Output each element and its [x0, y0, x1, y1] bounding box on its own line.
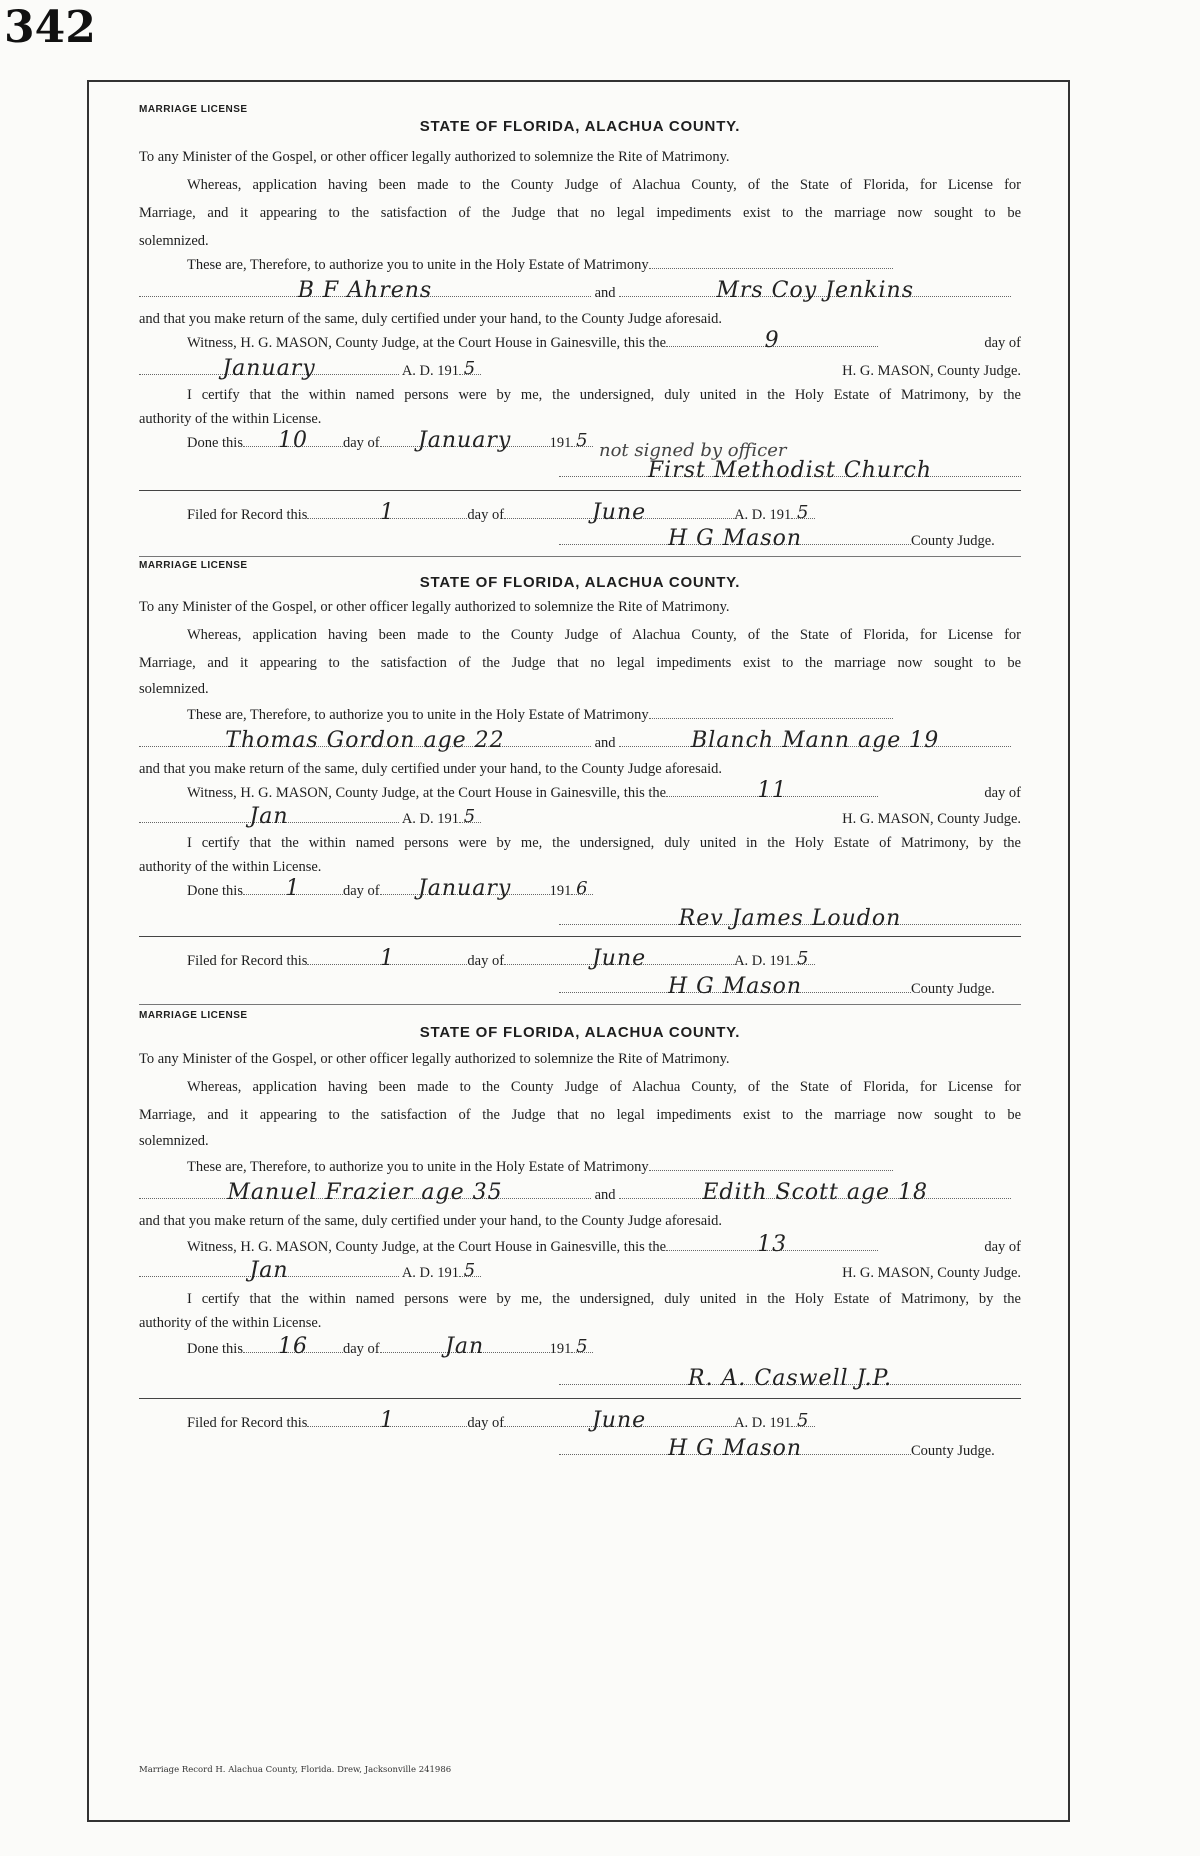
witness-line: [139, 1232, 1021, 1257]
done-day-of: day of: [342, 435, 380, 451]
return-line: and that you make return of the same, duly certified under your hand, to the County Judge aforesaid.: [139, 311, 723, 327]
witness-text: Witness, H. G. MASON, County Judge, at the Court House in Gainesville, this the: [187, 335, 667, 351]
filed-ad: A. D. 191: [734, 507, 792, 523]
date-line: [139, 356, 1021, 381]
groom-name: B F Ahrens: [297, 278, 433, 303]
done-line: [139, 428, 1021, 453]
officiant-line: [559, 906, 1021, 931]
separator: [139, 556, 1021, 557]
officiant-name: First Methodist Church: [647, 458, 933, 483]
done-day: 1: [285, 876, 301, 901]
day-of-label: day of: [984, 335, 1021, 351]
authorize-line: [139, 256, 1021, 274]
witness-day: 9: [764, 328, 780, 353]
judge-sign-line: [559, 1436, 1021, 1461]
done-191: 191: [549, 883, 572, 899]
whereas-line-2: Marriage, and it appearing to the satisfaction of the Judge that no legal impediments exist to the marriage now sought to be: [139, 655, 1021, 671]
whereas-line-3: solemnized.: [139, 1133, 209, 1149]
whereas-line-2: Marriage, and it appearing to the satisfaction of the Judge that no legal impediments exist to the marriage now sought to be: [139, 1107, 1021, 1123]
authorize-text: These are, Therefore, to authorize you to unite in the Holy Estate of Matrimony: [187, 1159, 649, 1175]
license-label: MARRIAGE LICENSE: [139, 1010, 248, 1021]
officiant-name: R. A. Caswell J.P.: [687, 1366, 893, 1391]
bride-name: Blanch Mann age 19: [691, 728, 940, 753]
witness-month: January: [222, 356, 316, 381]
certify-line-2: authority of the within License.: [139, 411, 322, 427]
filed-month: June: [591, 946, 647, 971]
filed-day: 1: [379, 1408, 395, 1433]
whereas-line-3: solemnized.: [139, 233, 209, 249]
license-title: STATE OF FLORIDA, ALACHUA COUNTY.: [419, 1024, 741, 1041]
done-191: 191: [549, 435, 572, 451]
certify-line-1: I certify that the within named persons were by me, the undersigned, duly united in the Holy Estate of Matrimony, by the: [187, 1291, 1021, 1307]
separator: [139, 936, 1021, 937]
and-label: and: [594, 735, 616, 751]
filed-ad: A. D. 191: [734, 953, 792, 969]
certify-line-1: I certify that the within named persons were by me, the undersigned, duly united in the Holy Estate of Matrimony, by the: [187, 835, 1021, 851]
address-line: To any Minister of the Gospel, or other officer legally authorized to solemnize the Rite of Matrimony.: [139, 149, 730, 165]
separator: [139, 1004, 1021, 1005]
filed-label: Filed for Record this: [187, 507, 308, 523]
filed-year: 5: [797, 948, 810, 969]
filed-month: June: [591, 1408, 647, 1433]
authorize-line: [139, 1158, 1021, 1176]
printer-footer: Marriage Record H. Alachua County, Florida. Drew, Jacksonville 241986: [139, 1765, 452, 1775]
address-line: To any Minister of the Gospel, or other officer legally authorized to solemnize the Rite of Matrimony.: [139, 1051, 730, 1067]
witness-text: Witness, H. G. MASON, County Judge, at the Court House in Gainesville, this the: [187, 785, 667, 801]
license-label: MARRIAGE LICENSE: [139, 104, 248, 115]
judge-label: H. G. MASON, County Judge.: [842, 1265, 1021, 1281]
done-year: 5: [576, 430, 589, 451]
filed-label: Filed for Record this: [187, 1415, 308, 1431]
witness-year: 5: [463, 806, 477, 827]
done-day-of: day of: [342, 883, 380, 899]
and-label: and: [594, 1187, 616, 1203]
return-line: and that you make return of the same, duly certified under your hand, to the County Judge aforesaid.: [139, 761, 723, 777]
officiant-note: not signed by officer: [599, 440, 787, 461]
filed-day-of: day of: [467, 1415, 505, 1431]
done-month: Jan: [445, 1334, 485, 1359]
witness-day: 11: [757, 778, 788, 803]
authorize-line: [139, 706, 1021, 724]
whereas-line-1: Whereas, application having been made to the County Judge of Alachua County, of the State of Florida, for License for: [187, 627, 1021, 643]
county-judge-label: County Judge.: [911, 981, 995, 997]
whereas-line-2: Marriage, and it appearing to the satisfaction of the Judge that no legal impediments exist to the marriage now sought to be: [139, 205, 1021, 221]
witness-text: Witness, H. G. MASON, County Judge, at the Court House in Gainesville, this the: [187, 1239, 667, 1255]
witness-month: Jan: [249, 1258, 289, 1283]
witness-day: 13: [757, 1232, 788, 1257]
filed-label: Filed for Record this: [187, 953, 308, 969]
filed-ad: A. D. 191: [734, 1415, 792, 1431]
certify-line-2: authority of the within License.: [139, 1315, 322, 1331]
filed-year: 5: [797, 502, 810, 523]
filed-line: [139, 500, 1021, 525]
license-label: MARRIAGE LICENSE: [139, 560, 248, 571]
ad-label: A. D. 191: [401, 811, 460, 827]
filed-year: 5: [797, 1410, 810, 1431]
done-year: 6: [576, 878, 589, 899]
certify-line-2: authority of the within License.: [139, 859, 322, 875]
judge-label: H. G. MASON, County Judge.: [842, 363, 1021, 379]
whereas-line-1: Whereas, application having been made to the County Judge of Alachua County, of the State of Florida, for License for: [187, 177, 1021, 193]
done-day: 16: [277, 1334, 308, 1359]
done-line: [139, 1334, 1021, 1359]
judge-signature: H G Mason: [667, 1436, 803, 1461]
judge-sign-line: [559, 974, 1021, 999]
officiant-line: [559, 458, 1021, 483]
judge-label: H. G. MASON, County Judge.: [842, 811, 1021, 827]
witness-year: 5: [463, 1260, 477, 1281]
date-line: [139, 804, 1021, 829]
separator: [139, 490, 1021, 491]
witness-year: 5: [463, 358, 477, 379]
bride-name: Edith Scott age 18: [702, 1180, 929, 1205]
filed-month: June: [591, 500, 647, 525]
filed-day: 1: [379, 946, 395, 971]
license-title: STATE OF FLORIDA, ALACHUA COUNTY.: [419, 574, 741, 591]
ad-label: A. D. 191: [401, 1265, 460, 1281]
done-month: January: [417, 428, 512, 453]
done-label: Done this: [187, 1341, 243, 1357]
done-day-of: day of: [342, 1341, 380, 1357]
groom-name: Manuel Frazier age 35: [227, 1180, 503, 1205]
done-line: [139, 876, 1021, 901]
groom-name: Thomas Gordon age 22: [225, 728, 505, 753]
filed-day: 1: [379, 500, 395, 525]
separator: [139, 1398, 1021, 1399]
whereas-line-3: solemnized.: [139, 681, 209, 697]
page-number: 342: [4, 2, 96, 53]
filed-day-of: day of: [467, 953, 505, 969]
bride-name: Mrs Coy Jenkins: [716, 278, 915, 303]
done-day: 10: [277, 428, 308, 453]
witness-month: Jan: [249, 804, 289, 829]
record-frame: [87, 80, 1070, 1822]
judge-signature: H G Mason: [667, 974, 803, 999]
county-judge-label: County Judge.: [911, 1443, 995, 1459]
ad-label: A. D. 191: [401, 363, 460, 379]
return-line: and that you make return of the same, duly certified under your hand, to the County Judge aforesaid.: [139, 1213, 723, 1229]
filed-day-of: day of: [467, 507, 505, 523]
address-line: To any Minister of the Gospel, or other officer legally authorized to solemnize the Rite of Matrimony.: [139, 599, 730, 615]
day-of-label: day of: [984, 1239, 1021, 1255]
day-of-label: day of: [984, 785, 1021, 801]
license-title: STATE OF FLORIDA, ALACHUA COUNTY.: [419, 118, 741, 135]
filed-line: [139, 946, 1021, 971]
names-line: [139, 728, 1021, 753]
done-year: 5: [576, 1336, 589, 1357]
and-label: and: [594, 285, 616, 301]
officiant-line: [559, 1366, 1021, 1391]
witness-line: [139, 778, 1021, 803]
judge-sign-line: [559, 526, 1021, 551]
authorize-text: These are, Therefore, to authorize you to unite in the Holy Estate of Matrimony: [187, 257, 649, 273]
county-judge-label: County Judge.: [911, 533, 995, 549]
done-191: 191: [549, 1341, 572, 1357]
done-month: January: [417, 876, 512, 901]
witness-line: [139, 328, 1021, 353]
done-label: Done this: [187, 435, 243, 451]
done-label: Done this: [187, 883, 243, 899]
authorize-text: These are, Therefore, to authorize you to unite in the Holy Estate of Matrimony: [187, 707, 649, 723]
judge-signature: H G Mason: [667, 526, 803, 551]
names-line: [139, 278, 1021, 303]
filed-line: [139, 1408, 1021, 1433]
date-line: [139, 1258, 1021, 1283]
officiant-name: Rev James Loudon: [678, 906, 902, 931]
names-line: [139, 1180, 1021, 1205]
certify-line-1: I certify that the within named persons were by me, the undersigned, duly united in the Holy Estate of Matrimony, by the: [187, 387, 1021, 403]
whereas-line-1: Whereas, application having been made to the County Judge of Alachua County, of the State of Florida, for License for: [187, 1079, 1021, 1095]
